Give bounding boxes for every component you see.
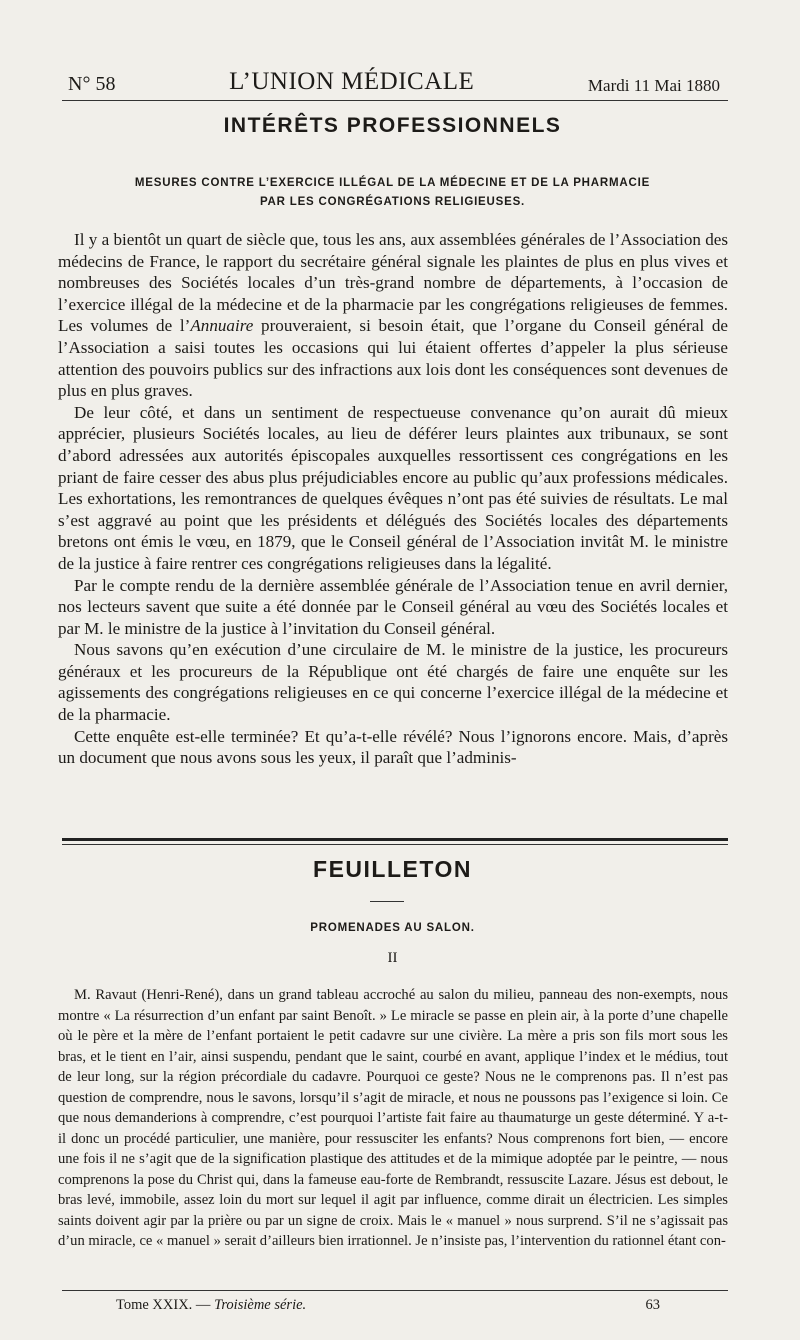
article-paragraph: De leur côté, et dans un sentiment de respectueuse convenance qu’on aurait dû mieux apprécier, plusieurs Sociétés locales, au lieu de déférer leurs plaintes aux tribunaux, se sont d’abord adressées aux autorités épiscopales auxquelles ressortissent ces congrégations en les priant de faire cesser des abus plus préjudiciables encore au public qu’aux professions médicales. Les exhortations, les remontrances de quelques évêques n’ont pas été suivies de résultats. Le mal s’est aggravé au point que les présidents et délégués des Sociétés locales des départements bretons ont émis le vœu, en 1879, que le Conseil général de l’Association invitât M. le ministre de la justice à faire rentrer ces congrégations religieuses dans la légalité. [58,402,728,573]
page-number: 63 [645,1297,660,1313]
article-subheading-line2: PAR LES CONGRÉGATIONS RELIGIEUSES. [259,196,526,208]
annuaire-title: Annuaire [190,316,254,336]
issue-date: Mardi 11 Mai 1880 [587,76,720,95]
series-label: Troisième série. [214,1297,307,1313]
header-rule [62,100,728,101]
feuilleton-rule-top [62,838,728,841]
feuilleton-part-number: II [387,950,398,966]
article-paragraph: Par le compte rendu de la dernière assemblée générale de l’Association tenue en avril dernier, nos lecteurs savent que suite a été donnée par le Conseil général au vœu des Sociétés locales et par M. le ministre de la justice à l’invitation du Conseil général. [58,575,728,638]
feuilleton-title: FEUILLETON [313,856,472,882]
footer-rule [62,1290,728,1291]
paragraph-text: Il y a bientôt un quart de siècle que, tous les ans, aux assemblées générales de l’Association des médecins de France, le rapport du secrétaire général signale les plaintes de plus en plus vives et nombreuses des Sociétés locales d’un très-grand nombre de départements, à l’occasion de l’exercice illégal de la médecine et de la pharmacie par les congrégations religieuses de femmes. Les volumes de l’ [58,230,728,336]
page-header [68,64,720,96]
article-subheading-line1: MESURES CONTRE L’EXERCICE ILLÉGAL DE LA MÉDECINE ET DE LA PHARMACIE [134,177,651,189]
article-paragraph [58,229,728,402]
volume-label: Tome XXIX. — [116,1297,211,1313]
paragraph-text: prouveraient, si besoin était, que l’organe du Conseil général de l’Association a saisi toutes les occasions qui lui étaient offertes d’appeler la plus sérieuse attention des pouvoirs publics sur des infractions aux lois dont les conséquences sont devenues de plus en plus graves. [58,316,728,401]
feuilleton-body [58,985,728,1252]
title-dash [370,901,404,902]
article-paragraph: Nous savons qu’en exécution d’une circulaire de M. le ministre de la justice, les procureurs généraux et les procureurs de la République ont été chargés de faire une enquête sur les agissements des congrégations religieuses en ce qui concerne l’exercice illégal de la médecine et de la pharmacie. [58,640,728,725]
issue-number: N° 58 [68,73,116,95]
article-body [58,229,728,769]
feuilleton-subtitle: PROMENADES AU SALON. [310,922,475,934]
volume-info [116,1297,306,1314]
section-title: INTÉRÊTS PROFESSIONNELS [223,114,562,137]
feuilleton-paragraph: M. Ravaut (Henri-René), dans un grand tableau accroché au salon du milieu, panneau des non-exempts, nous montre « La résurrection d’un enfant par saint Benoît. » Le miracle se passe en plein air, à la porte d’une chapelle où le père et la mère de l’enfant portaient le petit cadavre sur une civière. La mère a pris son fils mort sous les bras, et le tient en l’air, ainsi suspendu, pendant que le saint, courbé en avant, applique l’index et le médius, tout de leur long, sur la région précordiale du cadavre. Pourquoi ce geste? Nous ne le comprenons pas. Il n’est pas question de comprendre, nous le savons, lorsqu’il s’agit de miracle, et nous ne poussons pas l’exigence si loin. Ce que nous demanderions à comprendre, c’est pourquoi l’artiste fait faire au thaumaturge un geste déterminé. Y a-t-il donc un procédé particulier, une manière, pour ressusciter les enfants? Nous comprenons fort bien, — encore une fois il ne s’agit que de la signification plastique des attitudes et de la mimique adoptée par le peintre, — nous comprenons la pose du Christ qui, dans la fameuse eau-forte de Rembrandt, ressuscite Lazare. Jésus est debout, le bras levé, immobile, assez loin du mort sur lequel il agit par influence, comme dirait un électricien. Les simples saints doivent agir par la prière ou par un signe de croix. Mais le « manuel » nous surprend. S’il ne s’agissait pas d’un miracle, ce « manuel » serait d’ailleurs bien irrationnel. Je n’insiste pas, l’intervention du rationnel étant con- [58,987,728,1249]
feuilleton-rule-bottom [62,844,728,845]
page-footer [116,1297,660,1314]
article-paragraph: Cette enquête est-elle terminée? Et qu’a-t-elle révélé? Nous l’ignorons encore. Mais, d’après un document que nous avons sous les yeux, il paraît que l’adminis- [58,726,728,768]
journal-title: L’UNION MÉDICALE [229,68,475,95]
